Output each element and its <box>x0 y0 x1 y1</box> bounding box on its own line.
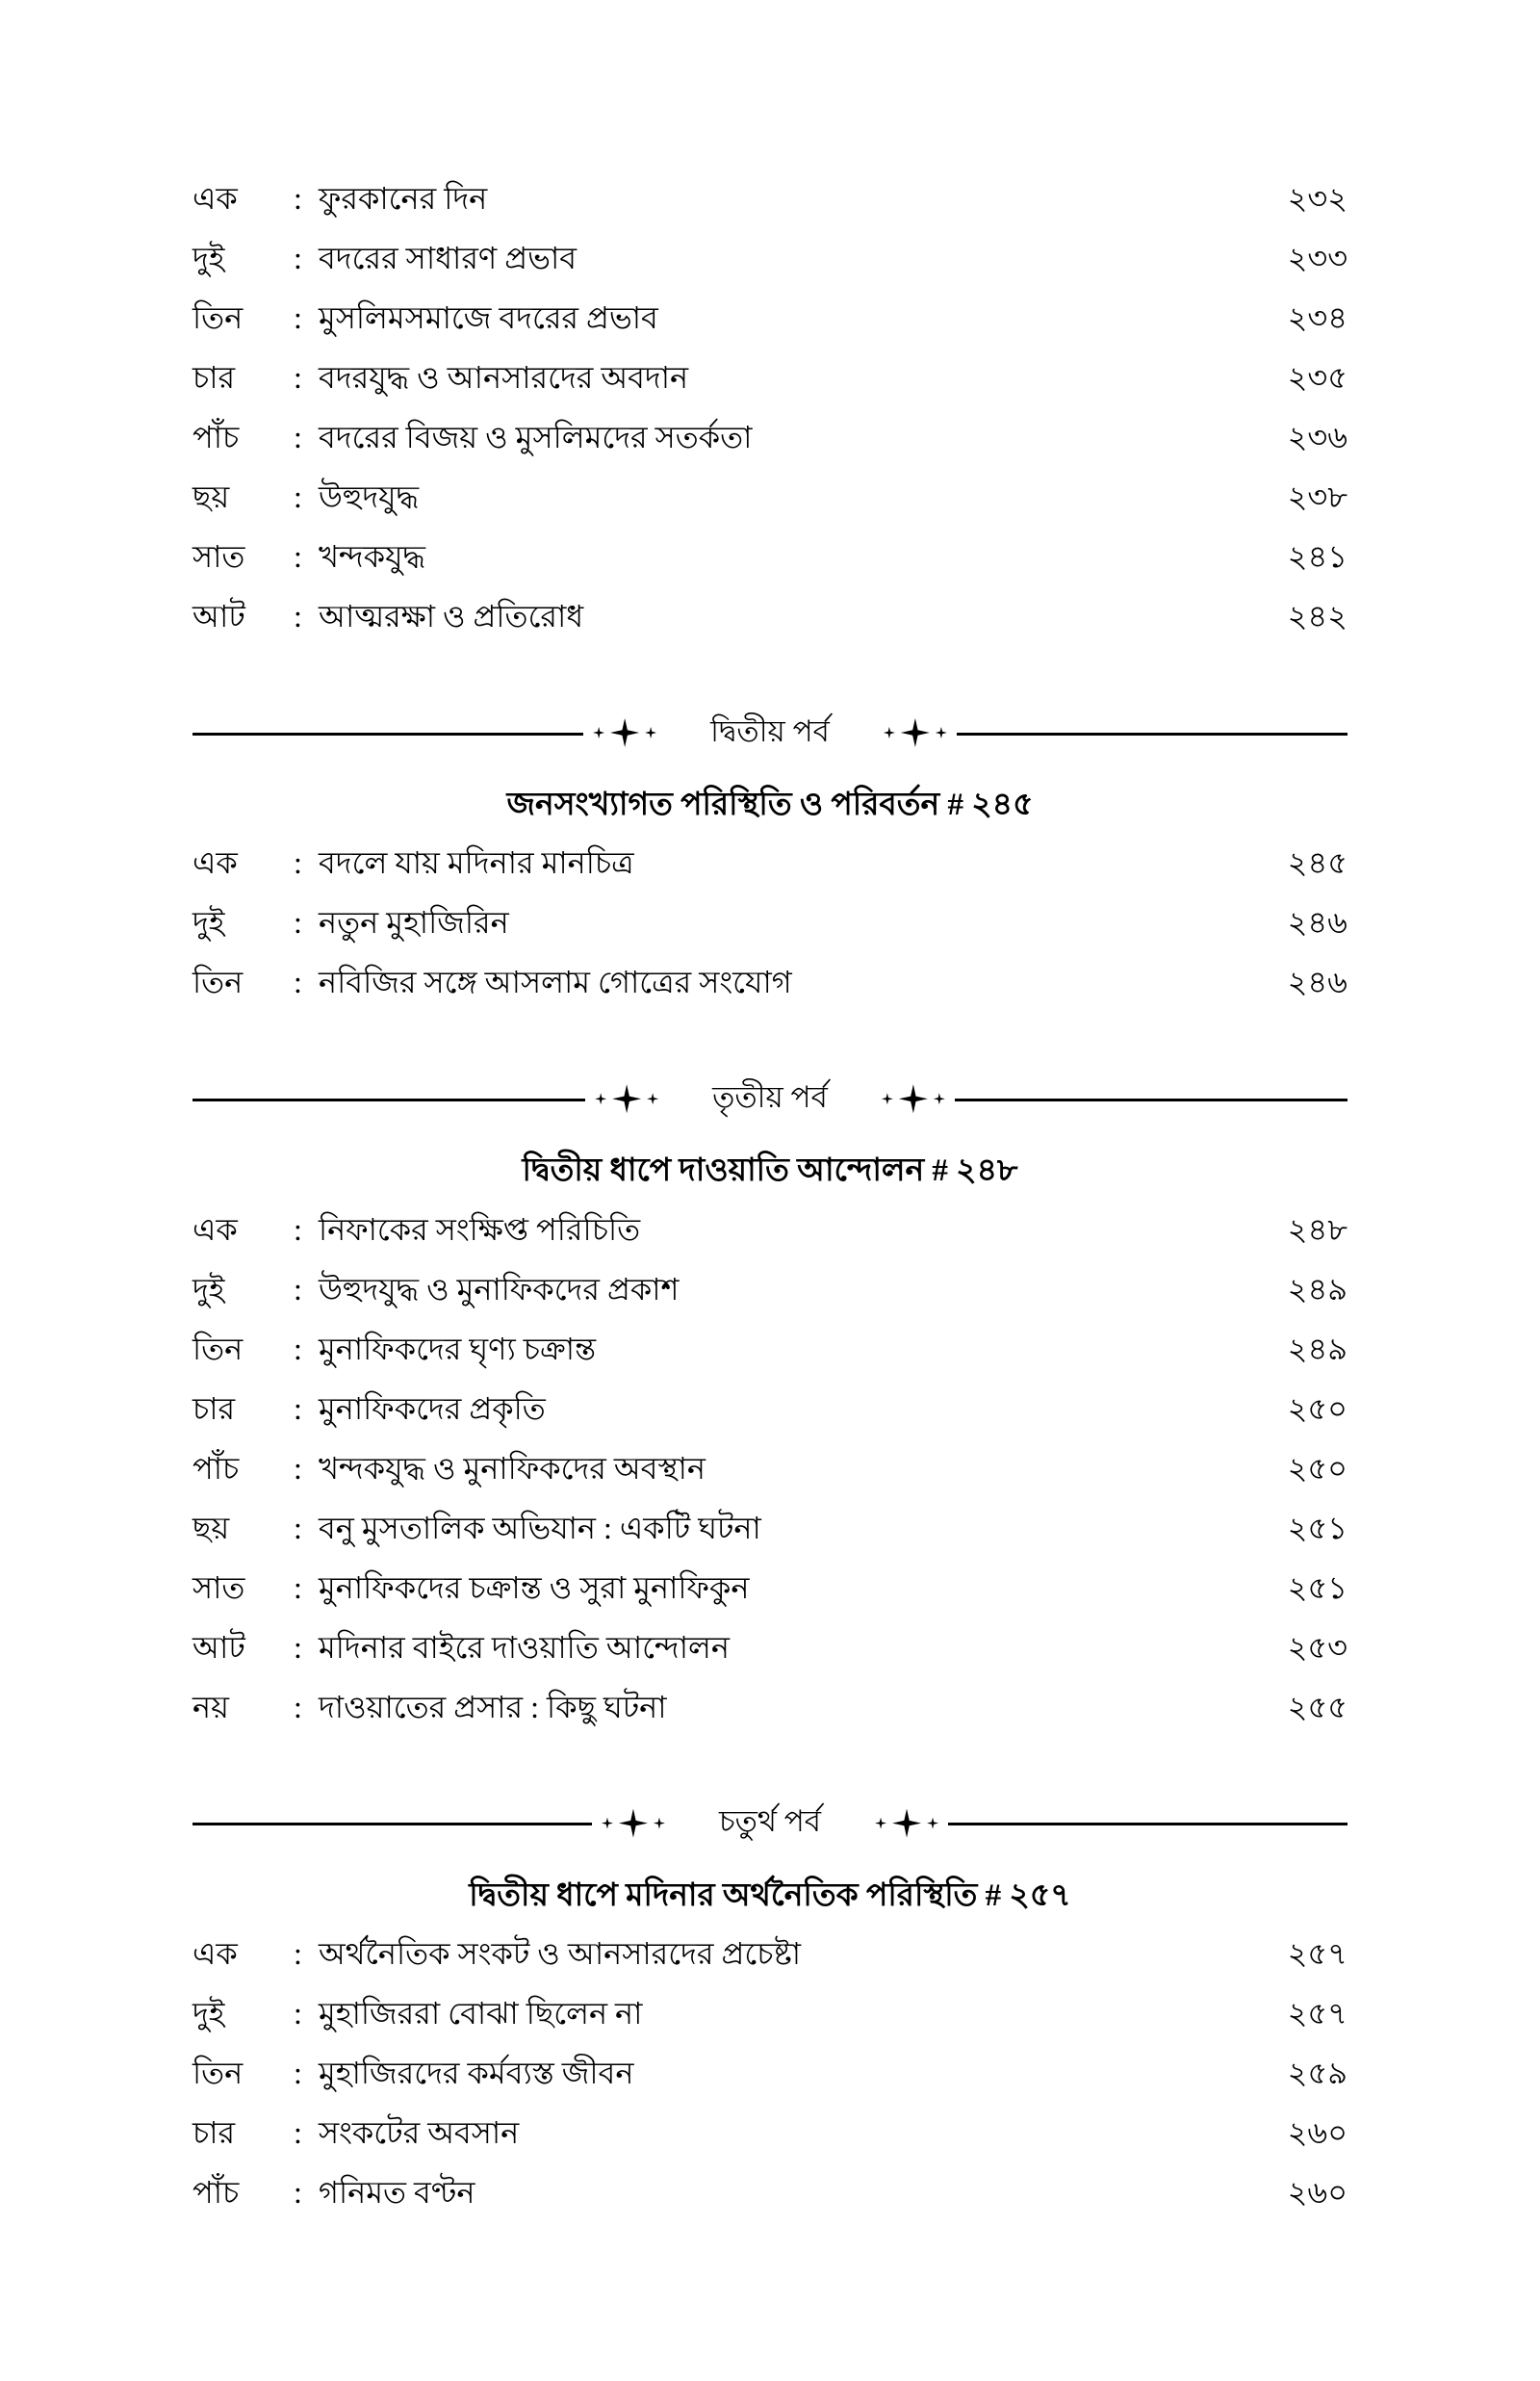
toc-entry-row[interactable] <box>192 1689 1348 1751</box>
divider-ornament-left <box>592 1809 675 1838</box>
toc-entry-ordinal: চার <box>192 2114 236 2150</box>
toc-entry-row[interactable] <box>192 2174 1348 2237</box>
toc-entry-separator: : <box>294 2114 302 2150</box>
toc-entry-separator: : <box>294 420 302 454</box>
toc-entry-page-number: ২৪৬ <box>1287 965 1348 1000</box>
toc-entry-title[interactable]: মুনাফিকদের চক্রান্ত ও সুরা মুনাফিকুন <box>319 1569 750 1605</box>
small-star-icon <box>934 1093 945 1104</box>
toc-entry-page-number: ২৬০ <box>1287 2114 1348 2150</box>
toc-entry-page-number: ২৫০ <box>1287 1390 1348 1426</box>
toc-entry-page-number: ২৩৪ <box>1287 300 1348 335</box>
toc-entry-title[interactable]: দাওয়াতের প্রসার : কিছু ঘটনা <box>319 1689 667 1724</box>
part-label: তৃতীয় পর্ব <box>712 1079 828 1114</box>
toc-entry-separator: : <box>294 1331 302 1366</box>
toc-entry-ordinal: তিন <box>192 1331 244 1366</box>
toc-entry-title[interactable]: ফুরকানের দিন <box>319 181 488 216</box>
toc-entry-title[interactable]: বনু মুসতালিক অভিযান : একটি ঘটনা <box>319 1510 761 1545</box>
toc-entry-row[interactable] <box>192 1271 1348 1333</box>
toc-entry-ordinal: চার <box>192 360 236 395</box>
toc-entry-separator: : <box>294 241 302 275</box>
toc-entry-separator: : <box>294 1390 302 1426</box>
toc-entry-separator: : <box>294 1211 302 1247</box>
toc-entry-ordinal: দুই <box>192 1995 225 2031</box>
toc-entry-page-number: ২৫৭ <box>1287 1995 1348 2031</box>
toc-entry-ordinal: চার <box>192 1390 236 1426</box>
large-star-icon <box>610 718 639 747</box>
toc-entry-title[interactable]: বদরের সাধারণ প্রভাব <box>319 241 578 275</box>
toc-entry-page-number: ২৩৫ <box>1287 360 1348 395</box>
toc-entry-row[interactable] <box>192 243 1348 302</box>
toc-entry-row[interactable] <box>192 1450 1348 1513</box>
small-star-icon <box>593 727 604 738</box>
toc-entry-row[interactable] <box>192 601 1348 660</box>
toc-entry-separator: : <box>294 905 302 941</box>
toc-entry-row[interactable] <box>192 2057 1348 2117</box>
toc-entry-title[interactable]: নতুন মুহাজিরিন <box>319 905 509 941</box>
toc-entry-separator: : <box>294 1569 302 1605</box>
toc-entry-title[interactable]: বদরের বিজয় ও মুসলিমদের সতর্কতা <box>319 420 753 454</box>
part-divider <box>192 1790 1348 1857</box>
toc-entry-row[interactable] <box>192 847 1348 907</box>
divider-ornament-right <box>872 1084 955 1113</box>
toc-entry-ordinal: আট <box>192 1629 245 1665</box>
toc-entry-ordinal: পাঁচ <box>192 1450 240 1486</box>
toc-entry-title[interactable]: মদিনার বাইরে দাওয়াতি আন্দোলন <box>319 1629 730 1665</box>
toc-entry-page-number: ২৪৯ <box>1287 1331 1348 1366</box>
section-heading: জনসংখ্যাগত পরিস্থিতি ও পরিবর্তন # ২৪৫ <box>506 788 1034 822</box>
toc-entry-row[interactable] <box>192 1390 1348 1453</box>
divider-rule-left <box>192 733 583 736</box>
toc-entry-title[interactable]: খন্দকযুদ্ধ ও মুনাফিকদের অবস্থান <box>319 1450 706 1486</box>
toc-entry-ordinal: এক <box>192 1211 238 1247</box>
toc-entry-ordinal: ছয় <box>192 479 230 514</box>
toc-entry-title[interactable]: খন্দকযুদ্ধ <box>319 539 425 574</box>
toc-entry-separator: : <box>294 965 302 1000</box>
toc-entry-title[interactable]: মুহাজিরদের কর্মব্যস্ত জীবন <box>319 2055 634 2090</box>
toc-entry-title[interactable]: উহুদযুদ্ধ ও মুনাফিকদের প্রকাশ <box>319 1271 680 1307</box>
toc-entry-ordinal: এক <box>192 845 238 881</box>
toc-entry-page-number: ২৪৬ <box>1287 905 1348 941</box>
toc-entry-page-number: ২৪১ <box>1287 539 1348 574</box>
small-star-icon <box>595 1093 606 1104</box>
section-heading: দ্বিতীয় ধাপে মদিনার অর্থনৈতিক পরিস্থিতি # ২৫৭ <box>469 1877 1071 1913</box>
toc-entry-separator: : <box>294 1271 302 1307</box>
divider-ornament-left <box>585 1084 668 1113</box>
toc-entry-ordinal: দুই <box>192 1271 225 1307</box>
toc-entry-separator: : <box>294 479 302 514</box>
toc-blocks <box>192 183 1348 2237</box>
small-star-icon <box>654 1818 665 1829</box>
large-star-icon <box>619 1809 648 1838</box>
toc-entry-ordinal: এক <box>192 181 238 216</box>
toc-entry-page-number: ২৩৬ <box>1287 420 1348 454</box>
large-star-icon <box>901 718 930 747</box>
large-star-icon <box>892 1809 921 1838</box>
divider-ornament-right <box>865 1809 948 1838</box>
part-divider <box>192 699 1348 766</box>
toc-entry-row[interactable] <box>192 967 1348 1026</box>
toc-entry-ordinal: এক <box>192 1935 238 1971</box>
toc-entry-row[interactable] <box>192 1629 1348 1692</box>
toc-entry-ordinal: ছয় <box>192 1510 230 1545</box>
toc-entry-page-number: ২৩৮ <box>1287 479 1348 514</box>
toc-entry-separator: : <box>294 1629 302 1665</box>
toc-entry-row[interactable] <box>192 302 1348 362</box>
toc-entry-row[interactable] <box>192 541 1348 601</box>
toc-entry-ordinal: তিন <box>192 2055 244 2090</box>
small-star-icon <box>647 1093 658 1104</box>
toc-entry-separator: : <box>294 2174 302 2210</box>
toc-entry-title[interactable]: উহুদযুদ্ধ <box>319 479 420 514</box>
toc-entry-title[interactable]: নবিজির সঙ্গে আসলাম গোত্রের সংযোগ <box>319 965 792 1000</box>
toc-entry-page-number: ২৫১ <box>1287 1510 1348 1545</box>
toc-entry-ordinal: পাঁচ <box>192 2174 240 2210</box>
part-label: চতুর্থ পর্ব <box>718 1804 822 1839</box>
toc-entry-row[interactable] <box>192 1935 1348 1998</box>
toc-entry-ordinal: পাঁচ <box>192 420 240 454</box>
small-star-icon <box>936 727 947 738</box>
divider-ornament-left <box>583 718 666 747</box>
toc-entry-page-number: ২৫১ <box>1287 1569 1348 1605</box>
toc-entry-separator: : <box>294 300 302 335</box>
toc-entry-row[interactable] <box>192 422 1348 481</box>
toc-entry-separator: : <box>294 360 302 395</box>
toc-entry-separator: : <box>294 1450 302 1486</box>
toc-entry-title[interactable]: মুনাফিকদের প্রকৃতি <box>319 1390 546 1426</box>
toc-entry-title[interactable]: মুহাজিররা বোঝা ছিলেন না <box>319 1995 643 2031</box>
toc-entry-row[interactable] <box>192 1510 1348 1572</box>
toc-entry-title[interactable]: বদরযুদ্ধ ও আনসারদের অবদান <box>319 360 689 395</box>
toc-entry-title[interactable]: মুনাফিকদের ঘৃণ্য চক্রান্ত <box>319 1331 597 1366</box>
divider-rule-right <box>948 1823 1348 1825</box>
toc-entry-row[interactable] <box>192 183 1348 243</box>
part-label: দ্বিতীয় পর্ব <box>710 713 830 748</box>
toc-entry-ordinal: সাত <box>192 1569 245 1605</box>
toc-entry-page-number: ২৫৩ <box>1287 1629 1348 1665</box>
toc-entry-page-number: ২৫৯ <box>1287 2055 1348 2090</box>
toc-entry-list <box>192 183 1348 660</box>
toc-entry-title[interactable]: অর্থনৈতিক সংকট ও আনসারদের প্রচেষ্টা <box>319 1935 802 1971</box>
toc-entry-page-number: ২৩২ <box>1287 181 1348 216</box>
toc-entry-separator: : <box>294 1510 302 1545</box>
toc-entry-row[interactable] <box>192 1333 1348 1393</box>
toc-entry-page-number: ২৪৫ <box>1287 845 1348 881</box>
toc-entry-title[interactable]: মুসলিমসমাজে বদরের প্রভাব <box>319 300 658 335</box>
large-star-icon <box>899 1084 928 1113</box>
toc-entry-page-number: ২৪৮ <box>1287 1211 1348 1247</box>
divider-rule-right <box>955 1099 1348 1101</box>
toc-entry-separator: : <box>294 539 302 574</box>
toc-entry-title[interactable]: বদলে যায় মদিনার মানচিত্র <box>319 845 634 881</box>
toc-entry-page-number: ২৫৫ <box>1287 1689 1348 1724</box>
toc-entry-ordinal: দুই <box>192 241 225 275</box>
part-divider <box>192 1065 1348 1132</box>
divider-rule-left <box>192 1099 585 1101</box>
toc-entry-page-number: ২৫৭ <box>1287 1935 1348 1971</box>
large-star-icon <box>612 1084 641 1113</box>
toc-entry-title[interactable]: সংকটের অবসান <box>319 2114 520 2150</box>
toc-entry-ordinal: দুই <box>192 905 225 941</box>
toc-entry-separator: : <box>294 181 302 216</box>
toc-entry-separator: : <box>294 1689 302 1724</box>
toc-entry-separator: : <box>294 2055 302 2090</box>
toc-entry-title[interactable]: আত্মরক্ষা ও প্রতিরোধ <box>319 599 584 634</box>
toc-entry-page-number: ২৬০ <box>1287 2174 1348 2210</box>
divider-ornament-right <box>874 718 957 747</box>
divider-rule-left <box>192 1823 592 1825</box>
toc-entry-page-number: ২৪২ <box>1287 599 1348 634</box>
toc-entry-row[interactable] <box>192 362 1348 422</box>
toc-entry-row[interactable] <box>192 1569 1348 1632</box>
toc-entry-list <box>192 1211 1348 1751</box>
toc-entry-ordinal: তিন <box>192 965 244 1000</box>
toc-entry-title[interactable]: গনিমত বণ্টন <box>319 2174 475 2210</box>
toc-entry-ordinal: আট <box>192 599 245 634</box>
small-star-icon <box>875 1818 886 1829</box>
section-heading: দ্বিতীয় ধাপে দাওয়াতি আন্দোলন # ২৪৮ <box>522 1153 1018 1189</box>
toc-entry-separator: : <box>294 599 302 634</box>
divider-rule-right <box>957 733 1348 736</box>
toc-entry-row[interactable] <box>192 907 1348 967</box>
small-star-icon <box>645 727 656 738</box>
toc-entry-list <box>192 1935 1348 2237</box>
toc-entry-row[interactable] <box>192 481 1348 541</box>
toc-entry-page-number: ২৪৯ <box>1287 1271 1348 1307</box>
small-star-icon <box>927 1818 938 1829</box>
small-star-icon <box>884 727 895 738</box>
small-star-icon <box>602 1818 613 1829</box>
toc-content <box>192 183 1348 2237</box>
toc-entry-page-number: ২৫০ <box>1287 1450 1348 1486</box>
toc-entry-separator: : <box>294 1935 302 1971</box>
toc-entry-separator: : <box>294 845 302 881</box>
toc-entry-row[interactable] <box>192 2114 1348 2177</box>
toc-entry-ordinal: সাত <box>192 539 245 574</box>
toc-entry-ordinal: নয় <box>192 1689 229 1724</box>
toc-entry-separator: : <box>294 1995 302 2031</box>
toc-entry-list <box>192 847 1348 1026</box>
toc-entry-row[interactable] <box>192 1211 1348 1274</box>
toc-entry-row[interactable] <box>192 1995 1348 2057</box>
toc-entry-page-number: ২৩৩ <box>1287 241 1348 275</box>
small-star-icon <box>882 1093 893 1104</box>
toc-entry-ordinal: তিন <box>192 300 244 335</box>
toc-entry-title[interactable]: নিফাকের সংক্ষিপ্ত পরিচিতি <box>319 1211 641 1247</box>
